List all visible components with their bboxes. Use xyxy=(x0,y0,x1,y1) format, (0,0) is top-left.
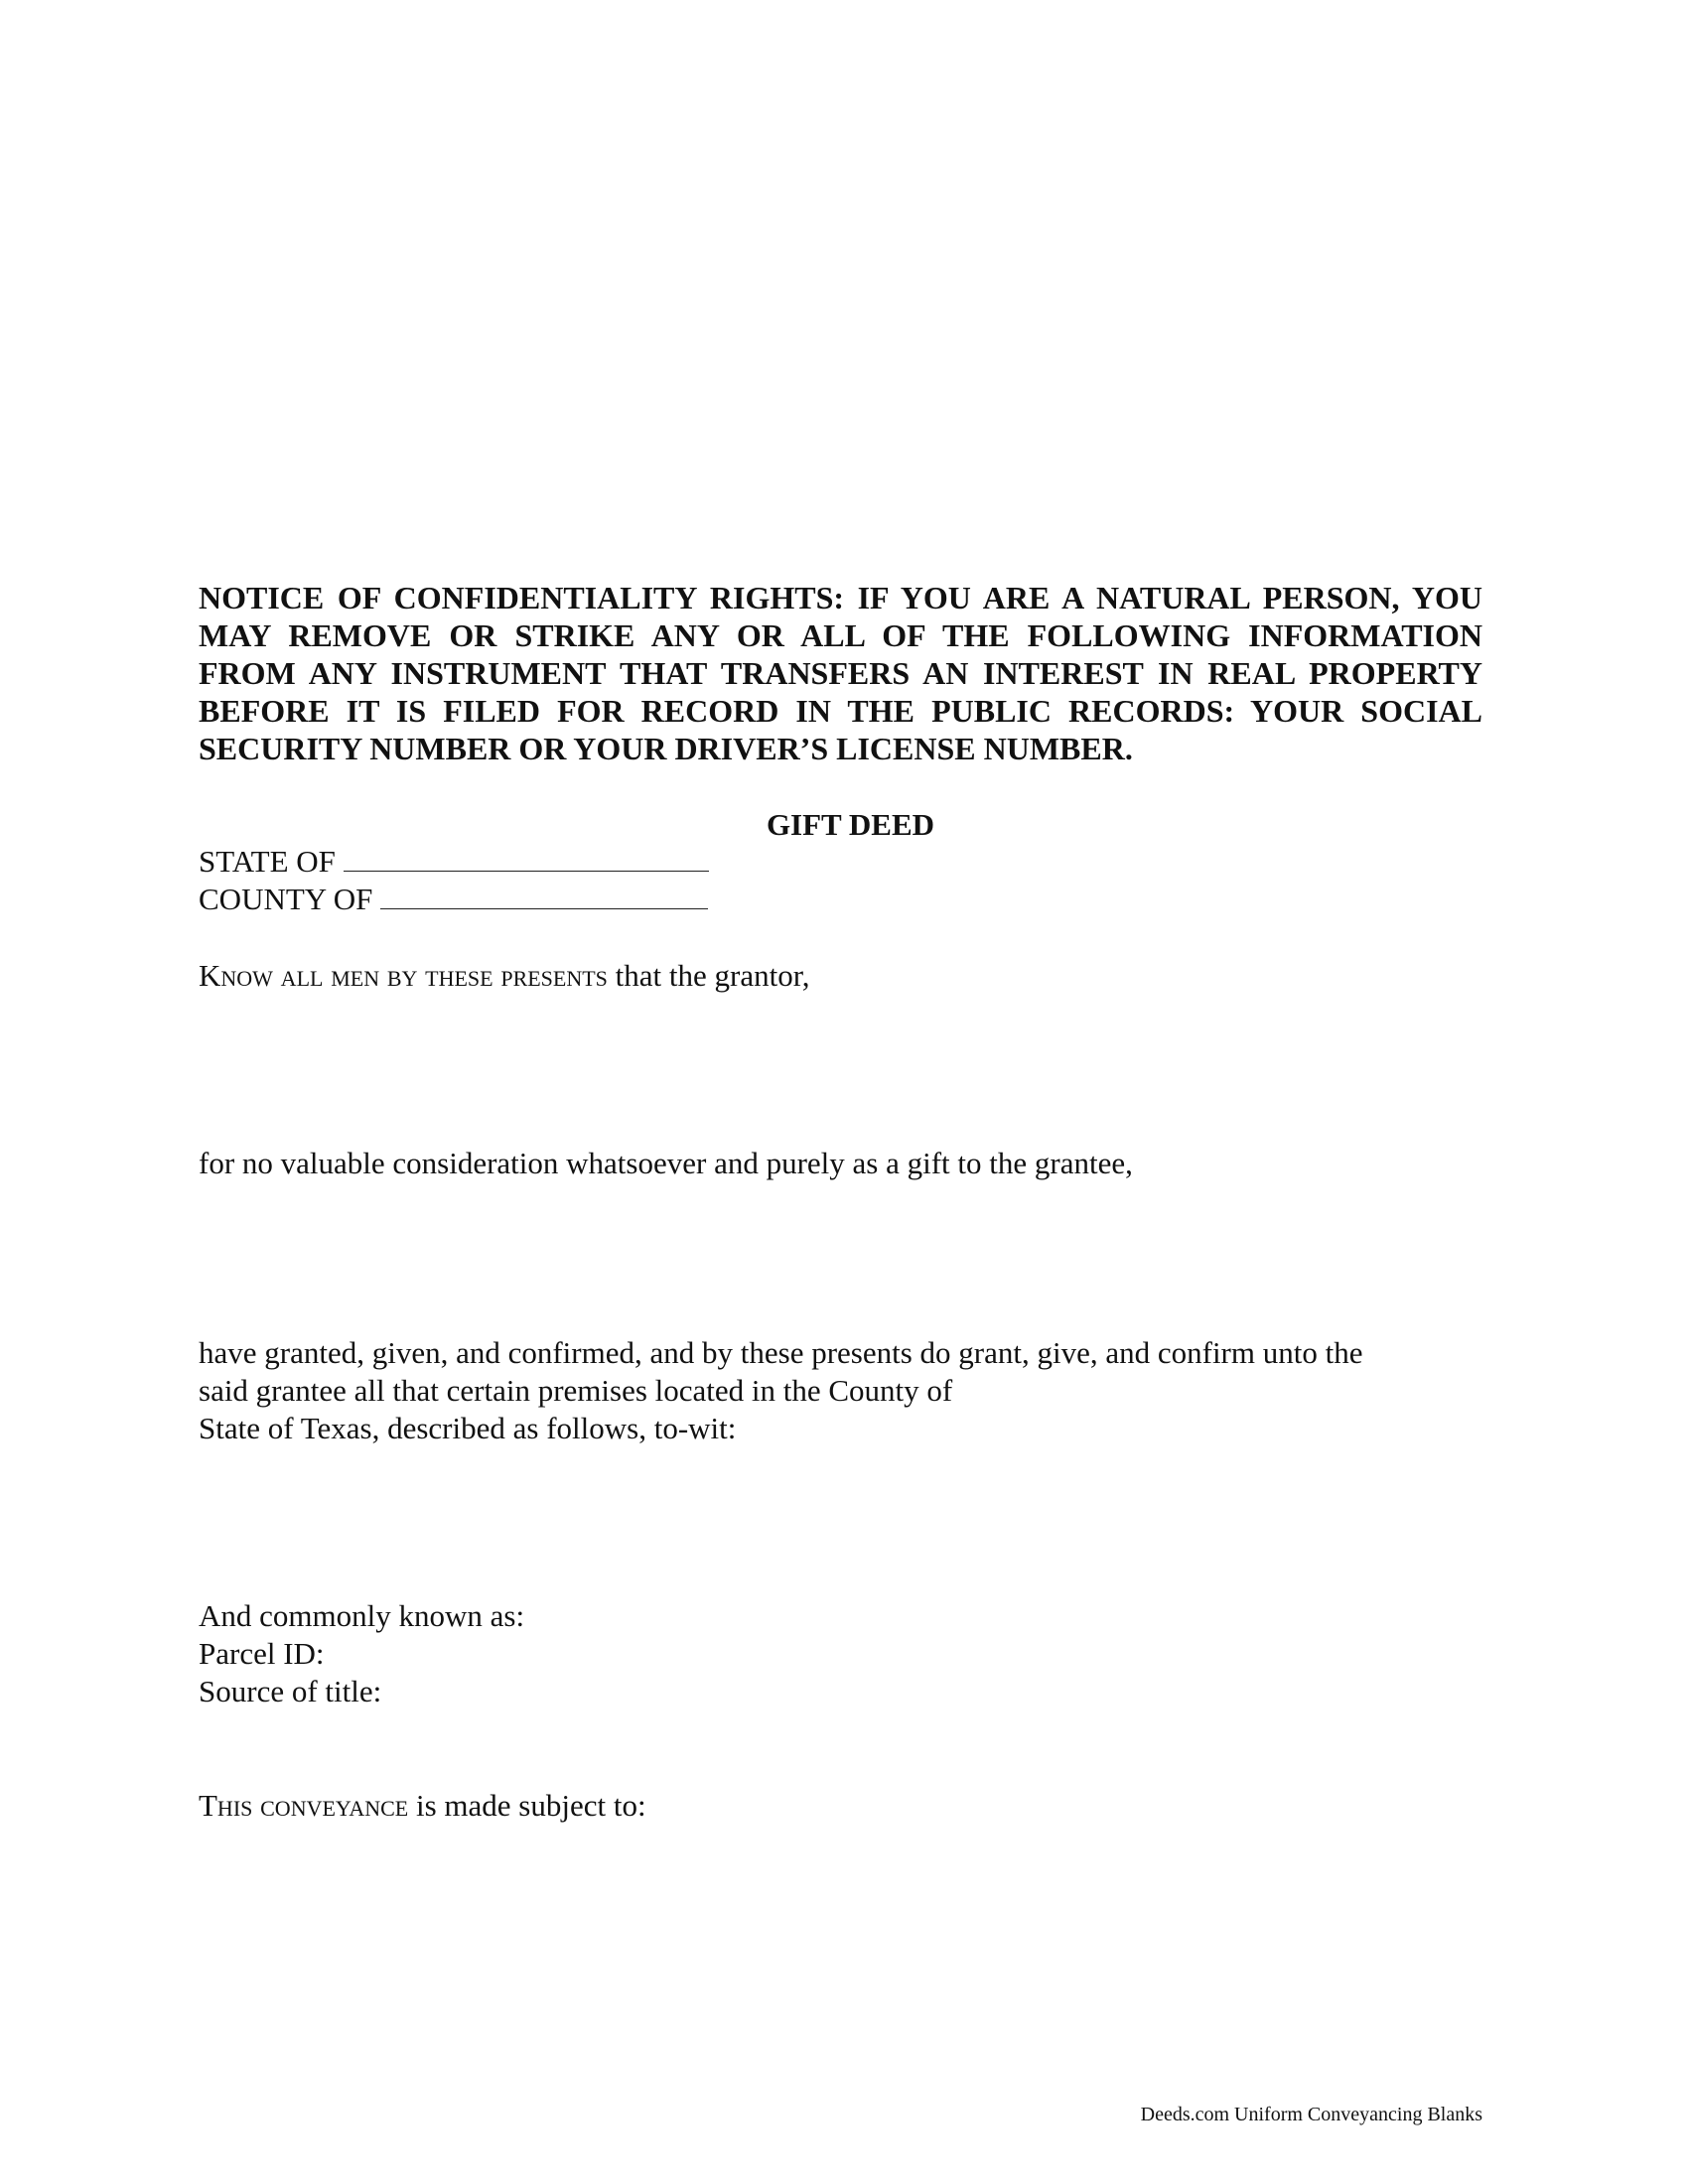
subject-to-text: is made subject to: xyxy=(408,1788,646,1823)
grantor-text: that the grantor, xyxy=(607,958,810,993)
document-title: GIFT DEED xyxy=(766,807,935,842)
county-of-label: COUNTY OF xyxy=(199,882,373,916)
know-all-men-phrase: Know all men by these presents xyxy=(199,958,608,993)
grant-line-3: State of Texas, described as follows, to-wit: xyxy=(199,1411,737,1445)
page-footer: Deeds.com Uniform Conveyancing Blanks xyxy=(1140,2104,1482,2125)
grant-line-2: said grantee all that certain premises located in the County of xyxy=(199,1373,953,1408)
conveyance-paragraph xyxy=(199,1787,646,1825)
state-of-label: STATE OF xyxy=(199,844,336,879)
this-conveyance-phrase: This conveyance xyxy=(199,1788,409,1823)
commonly-known-label: And commonly known as: xyxy=(199,1598,525,1633)
grant-line-1: have granted, given, and confirmed, and by these presents do grant, give, and confirm unto the xyxy=(199,1335,1363,1370)
consideration-paragraph: for no valuable consideration whatsoever and purely as a gift to the grantee, xyxy=(199,1146,1133,1180)
grantor-paragraph xyxy=(199,957,810,995)
state-blank-field[interactable] xyxy=(344,843,709,872)
parcel-id-label: Parcel ID: xyxy=(199,1636,325,1671)
confidentiality-notice: NOTICE OF CONFIDENTIALITY RIGHTS: IF YOU ARE A NATURAL PERSON, YOU MAY REMOVE OR STRIKE ANY OR ALL OF THE FOLLOWING INFORMATION FROM ANY INSTRUMENT THAT TRANSFERS AN INTEREST IN REAL PROPERTY BEFORE IT IS FILED FOR RECORD IN THE PUBLIC RECORDS: YOUR SOCIAL SECURITY NUMBER OR YOUR DRIVER’S LICENSE NUMBER. xyxy=(199,580,1482,766)
state-of-line xyxy=(199,843,709,881)
county-of-line xyxy=(199,881,708,918)
county-blank-field[interactable] xyxy=(380,881,708,909)
source-of-title-label: Source of title: xyxy=(199,1674,382,1708)
